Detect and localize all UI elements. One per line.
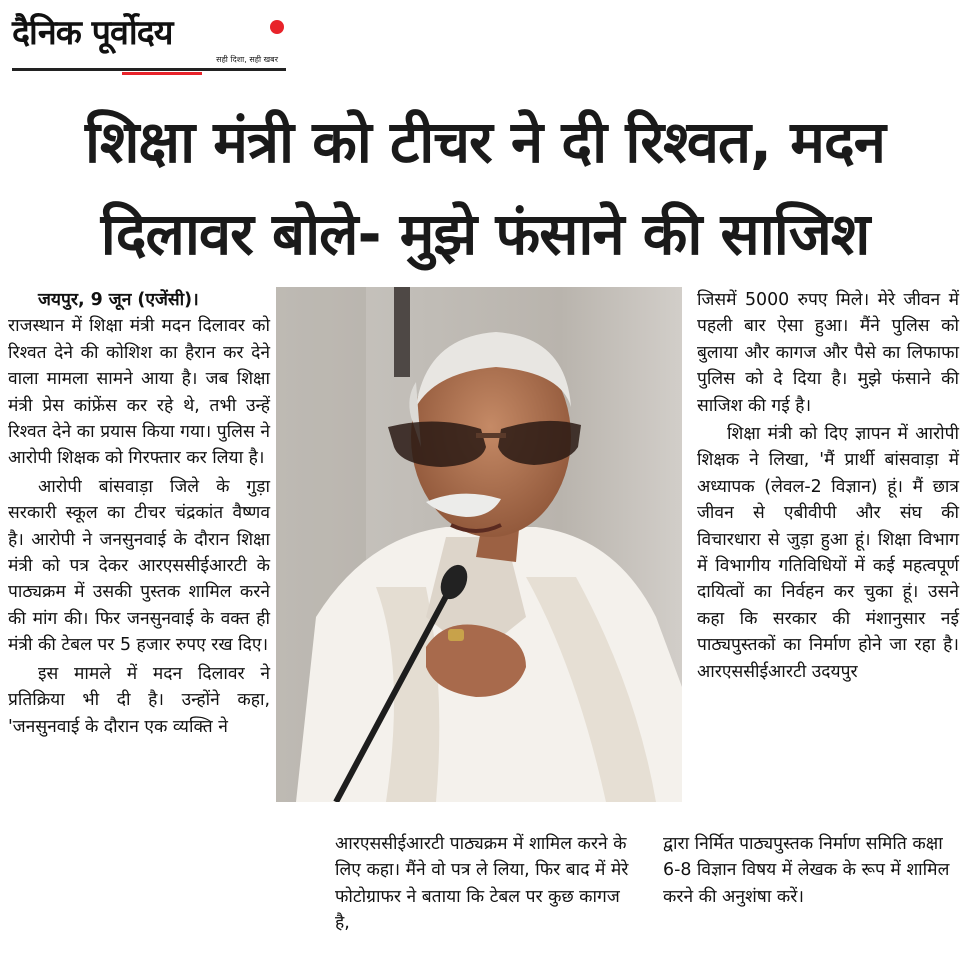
minister-photo	[276, 287, 682, 802]
dateline: जयपुर, 9 जून (एजेंसी)।	[38, 290, 199, 310]
headline	[20, 96, 950, 280]
paragraph: आरोपी बांसवाड़ा जिले के गुड़ा सरकारी स्कूल का टीचर चंद्रकांत वैष्णव है। आरोपी ने जनसुनवाई के दौरान शिक्षा मंत्री को पत्र देकर आरएससीईआरटी के पाठ्यक्रम में उसकी पुस्तक शामिल करने की मांग की। फिर जनसुनवाई के वक्त ही मंत्री की टेबल पर 5 हजार रुपए रख दिए।	[8, 476, 270, 656]
masthead-accent-bar	[122, 72, 202, 75]
article-column-right	[697, 287, 959, 685]
article-column-middle	[335, 831, 637, 937]
logo-dot-icon	[270, 20, 284, 34]
paragraph: शिक्षा मंत्री को दिए ज्ञापन में आरोपी शिक्षक ने लिखा, 'मैं प्रार्थी बांसवाड़ा में अध्यापक (लेवल-2 विज्ञान) हूं। मैं छात्र जीवन से एबीवीपी और संघ की विचारधारा से जुड़ा हुआ हूं। शिक्षा विभाग में विभागीय गतिविधियों में कई महत्वपूर्ण दायित्वों का निर्वहन कर चुका हूं। उसने कहा कि सरकार की मंशानुसार नई पाठ्यपुस्तकों का निर्माण होने जा रहा है। आरएससीईआरटी उदयपुर	[697, 424, 959, 682]
headline-line-1: शिक्षा मंत्री को टीचर ने दी रिश्वत, मदन	[85, 108, 885, 176]
article-column-left	[8, 287, 270, 740]
masthead-rule	[12, 68, 286, 71]
paragraph: आरएससीईआरटी पाठ्यक्रम में शामिल करने के लिए कहा। मैंने वो पत्र ले लिया, फिर बाद में मेरे फोटोग्राफर ने बताया कि टेबल पर कुछ कागज है,	[335, 834, 629, 934]
minister-photo-illustration	[276, 287, 682, 802]
paragraph: राजस्थान में शिक्षा मंत्री मदन दिलावर को रिश्वत देने की कोशिश का हैरान कर देने वाला मामला सामने आया है। जब शिक्षा मंत्री प्रेस कांफ्रेंस कर रहे थे, तभी उन्हें रिश्वत देने का प्रयास किया गया। पुलिस ने आरोपी शिक्षक को गिरफ्तार कर लिया है।	[8, 316, 270, 469]
newspaper-logo: दैनिक पूर्वोदय	[12, 13, 173, 53]
article-column-right-bottom	[663, 831, 959, 910]
paragraph: द्वारा निर्मित पाठ्यपुस्तक निर्माण समिति कक्षा 6-8 विज्ञान विषय में लेखक के रूप में शामिल करने की अनुशंषा करें।	[663, 834, 950, 907]
masthead-tagline: सही दिशा, सही खबर	[216, 55, 278, 64]
headline-line-2: दिलावर बोले- मुझे फंसाने की साजिश	[100, 200, 870, 268]
masthead	[12, 8, 286, 72]
paragraph: इस मामले में मदन दिलावर ने प्रतिक्रिया भी दी है। उन्होंने कहा, 'जनसुनवाई के दौरान एक व्यक्ति ने	[8, 663, 270, 737]
paragraph: जिसमें 5000 रुपए मिले। मेरे जीवन में पहली बार ऐसा हुआ। मैंने पुलिस को बुलाया और कागज और पैसे का लिफाफा पुलिस को दे दिया है। मुझे फंसाने की साजिश की गई है।	[697, 290, 959, 416]
